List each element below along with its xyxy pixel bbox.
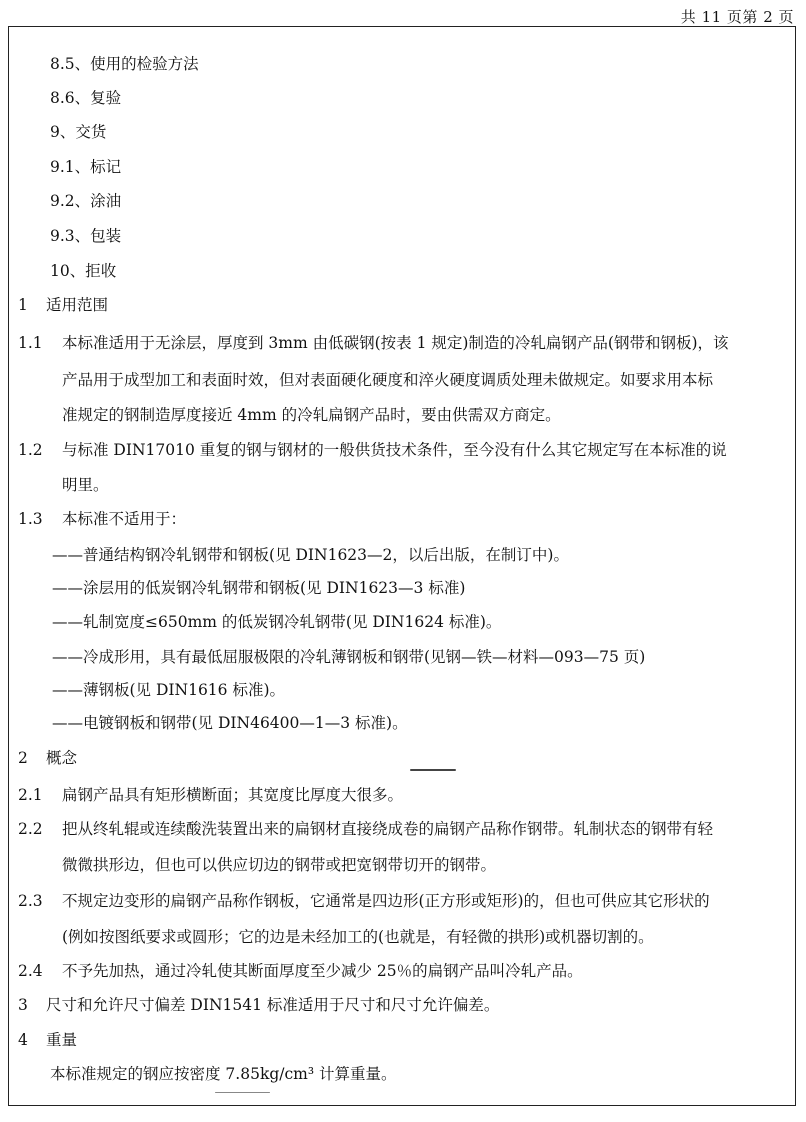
section-number: 3 [18,996,28,1014]
clause-number: 2.3 [18,892,43,910]
toc-item: 9.3、包装 [50,227,122,245]
clause-number: 1.3 [18,510,43,528]
clause-text-line: 准规定的钢制造厚度接近 4mm 的冷轧扁钢产品时，要由供需双方商定。 [62,406,561,424]
section-title: 适用范围 [46,296,109,314]
list-item: ——轧制宽度≤650mm 的低炭钢冷轧钢带(见 DIN1624 标准)。 [52,613,502,631]
section-title: 重量 [46,1031,78,1049]
list-item: ——冷成形用，具有最低屈服极限的冷轧薄钢板和钢带(见钢—铁—材料—093—75 页) [52,648,646,666]
clause-text-line: 本标准不适用于： [62,510,187,528]
scan-speck [215,1092,270,1093]
clause-number: 2.1 [18,786,43,804]
clause-number: 1.2 [18,441,43,459]
toc-item: 8.5、使用的检验方法 [50,55,199,73]
clause-text-line: 不予先加热，通过冷轧使其断面厚度至少减少 25％的扁钢产品叫冷轧产品。 [62,962,583,980]
toc-item: 9.2、涂油 [50,192,122,210]
clause-text-line: 把从终轧辊或连续酸洗装置出来的扁钢材直接绕成卷的扁钢产品称作钢带。轧制状态的钢带有轻 [62,820,714,838]
clause-number: 2.2 [18,820,43,838]
list-item: ——涂层用的低炭钢冷轧钢带和钢板(见 DIN1623—3 标准) [52,579,466,597]
section-text: 本标准规定的钢应按密度 7.85kg/cm³ 计算重量。 [50,1065,397,1083]
scan-speck [410,769,456,771]
toc-item: 10、拒收 [50,262,117,280]
section-text: 尺寸和允许尺寸偏差 DIN1541 标准适用于尺寸和尺寸允许偏差。 [46,996,500,1014]
clause-text-line: (例如按图纸要求或圆形；它的边是未经加工的(也就是，有轻微的拱形)或机器切割的。 [62,928,654,946]
clause-number: 2.4 [18,962,43,980]
clause-text-line: 本标准适用于无涂层，厚度到 3mm 由低碳钢(按表 1 规定)制造的冷轧扁钢产品(钢带和钢板)，该 [62,334,729,352]
section-number: 2 [18,749,28,767]
list-item: ——薄钢板(见 DIN1616 标准)。 [52,681,286,699]
clause-text-line: 扁钢产品具有矩形横断面；其宽度比厚度大很多。 [62,786,404,804]
section-number: 4 [18,1031,28,1049]
page-number-header: 共 11 页第 2 页 [680,8,794,26]
list-item: ——电镀钢板和钢带(见 DIN46400—1—3 标准)。 [52,714,408,732]
section-title: 概念 [46,749,78,767]
clause-number: 1.1 [18,334,43,352]
toc-item: 9.1、标记 [50,158,122,176]
clause-text-line: 与标准 DIN17010 重复的钢与钢材的一般供货技术条件，至今没有什么其它规定写在本标准的说 [62,441,727,459]
toc-item: 9、交货 [50,123,107,141]
clause-text-line: 不规定边变形的扁钢产品称作钢板，它通常是四边形(正方形或矩形)的，但也可供应其它形状的 [62,892,710,910]
section-number: 1 [18,296,28,314]
clause-text-line: 微微拱形边，但也可以供应切边的钢带或把宽钢带切开的钢带。 [62,856,497,874]
toc-item: 8.6、复验 [50,89,122,107]
clause-text-line: 产品用于成型加工和表面时效，但对表面硬化硬度和淬火硬度调质处理未做规定。如要求用本标 [62,371,714,389]
list-item: ——普通结构钢冷轧钢带和钢板(见 DIN1623—2，以后出版，在制订中)。 [52,546,569,564]
clause-text-line: 明里。 [62,476,109,494]
